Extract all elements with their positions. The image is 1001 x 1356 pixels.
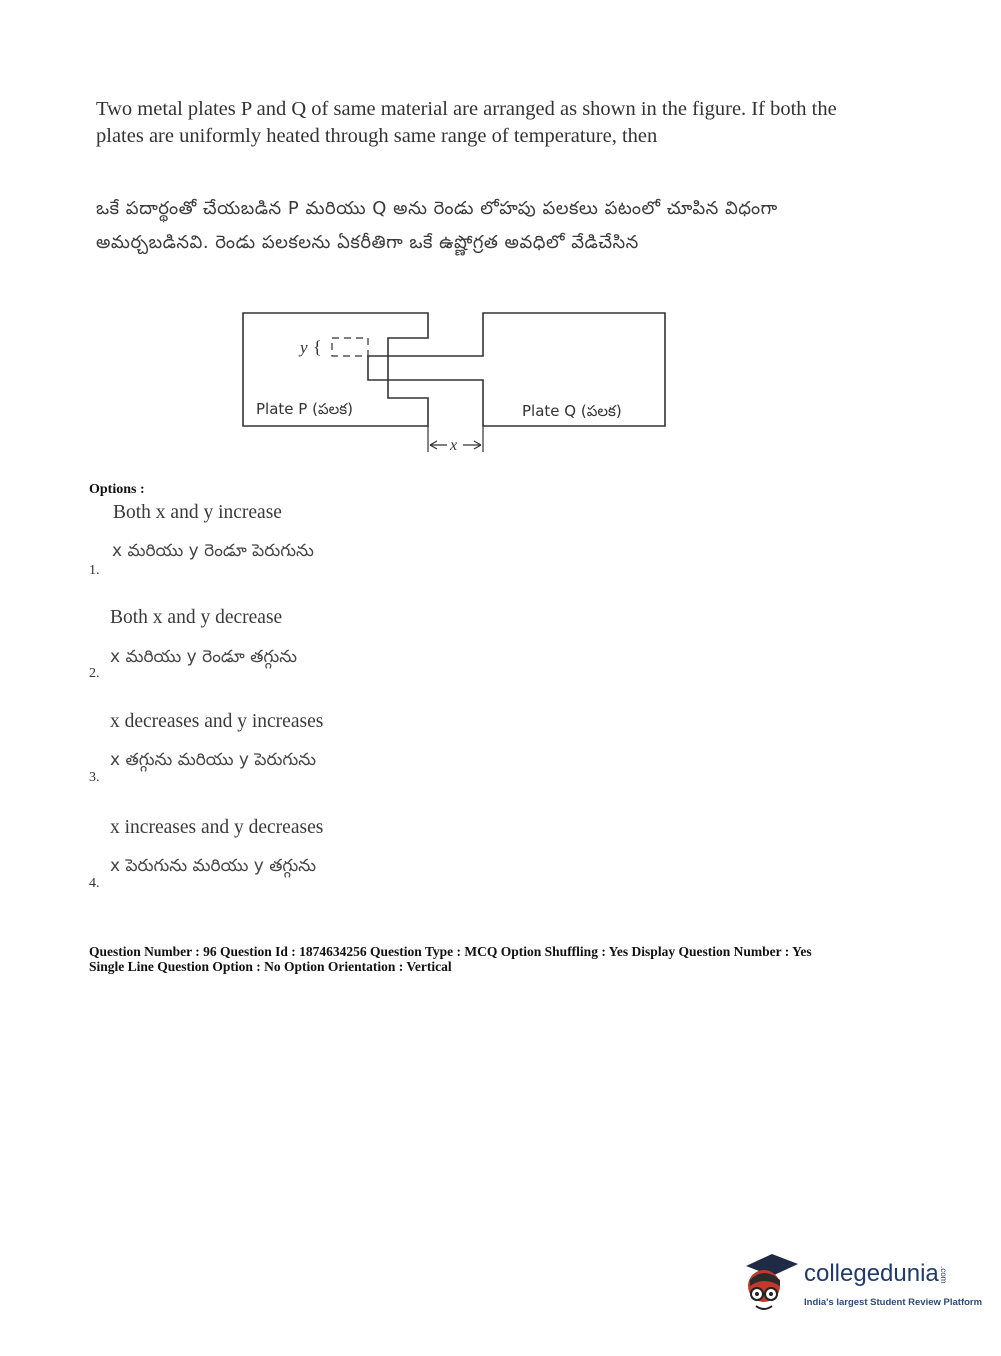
brand-name-text: collegedunia (804, 1260, 939, 1287)
telugu-line-2: అమర్చబడినవి. రెండు పలకలను ఏకరీతిగా ఒకే ఉష్ణోగ్రత అవధిలో వేడిచేసిన (96, 232, 639, 253)
y-label: y (300, 338, 308, 357)
metadata-line-1: Question Number : 96 Question Id : 1874634256 Question Type : MCQ Option Shuffling : Yes Display Question Number : Yes (89, 944, 812, 959)
brand-name (804, 1260, 948, 1288)
y-brace: { (313, 337, 322, 357)
option-1-number: 1. (89, 563, 100, 578)
option-2-number: 2. (89, 666, 100, 681)
option-3-number: 3. (89, 770, 100, 785)
mascot-icon (740, 1250, 800, 1318)
plates-diagram (240, 308, 672, 458)
question-text-telugu (96, 192, 896, 260)
option-4-english: x increases and y decreases (110, 817, 324, 838)
question-text-english (96, 96, 886, 150)
plate-q-label: Plate Q (పలక) (522, 402, 622, 420)
option-3-telugu: x తగ్గును మరియు y పెరుగును (110, 750, 317, 770)
y-gap-dashed-box (332, 338, 368, 356)
option-4-telugu: x పెరుగును మరియు y తగ్గును (110, 856, 317, 876)
question-metadata (89, 944, 969, 974)
question-line-2: plates are uniformly heated through same range of temperature, then (96, 125, 658, 147)
option-2-english: Both x and y decrease (110, 607, 283, 628)
question-line-1: Two metal plates P and Q of same material are arranged as shown in the figure. If both the (96, 98, 837, 120)
option-1-english: Both x and y increase (113, 502, 282, 523)
plates-figure (240, 308, 672, 458)
options-label: Options : (89, 482, 145, 497)
telugu-line-1: ఒకే పదార్థంతో చేయబడిన P మరియు Q అను రెండు లోహపు పలకలు పటంలో చూపిన విధంగా (96, 198, 778, 219)
option-3-english: x decreases and y increases (110, 711, 324, 732)
brand-suffix: .com (938, 1265, 948, 1284)
brand-tagline: India's largest Student Review Platform (804, 1297, 983, 1308)
x-label: x (450, 437, 458, 454)
plate-p-label: Plate P (పలక) (256, 400, 353, 418)
option-2-telugu: x మరియు y రెండూ తగ్గును (110, 647, 298, 667)
option-4-number: 4. (89, 876, 100, 891)
metadata-line-2: Single Line Question Option : No Option Orientation : Vertical (89, 959, 452, 974)
option-1-telugu: x మరియు y రెండూ పెరుగును (112, 541, 314, 561)
